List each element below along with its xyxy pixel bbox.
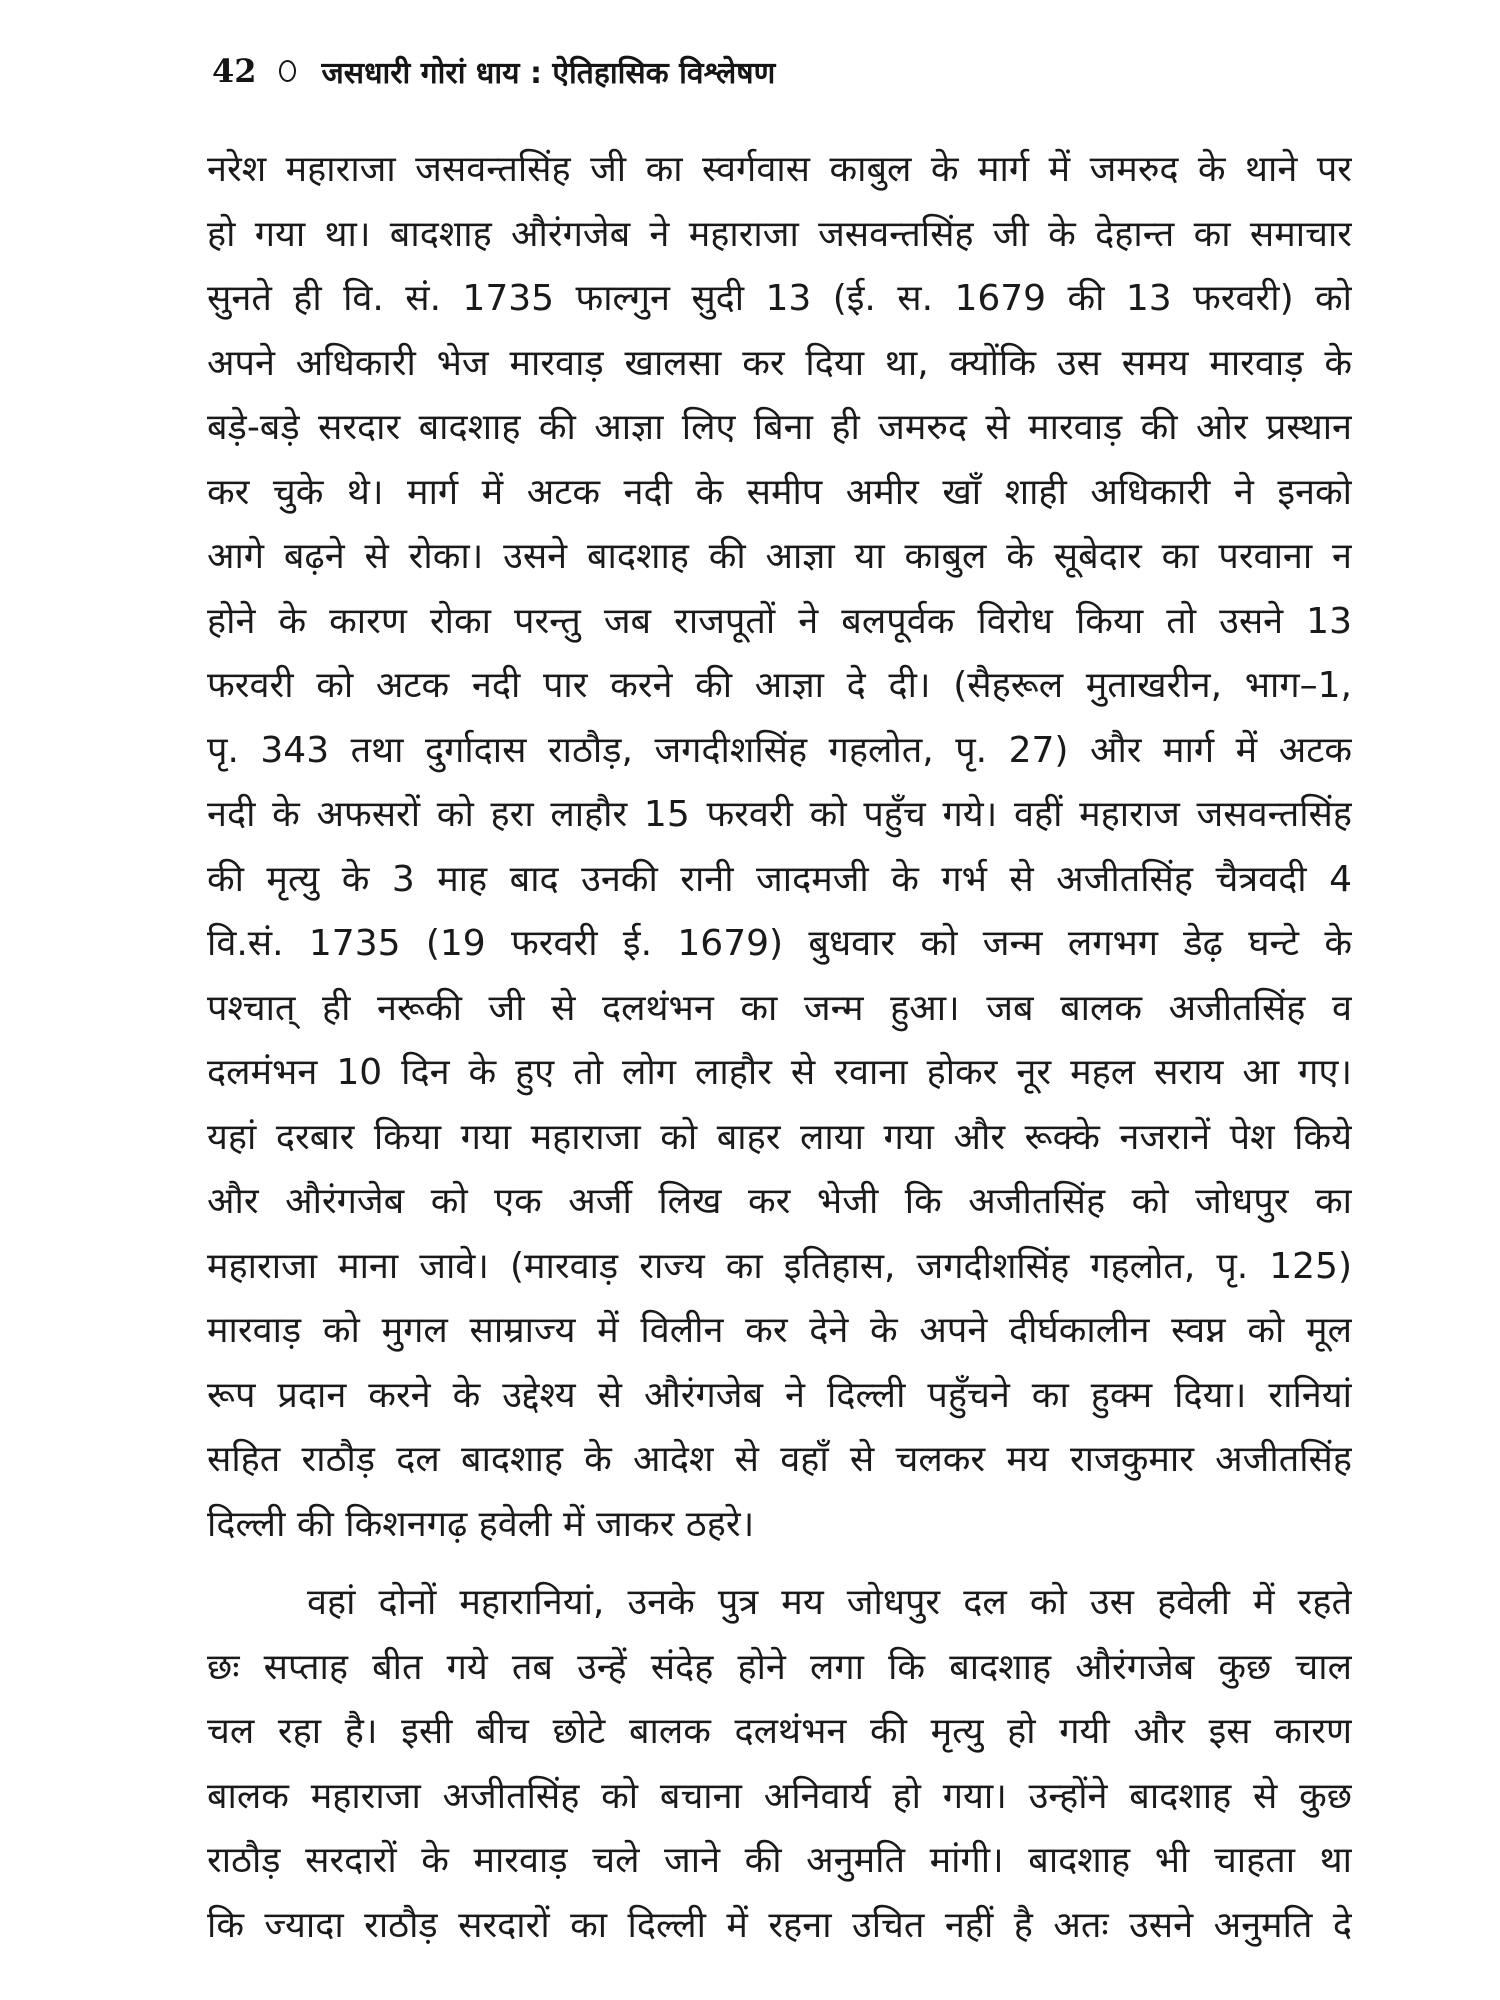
text-line: बालक महाराजा अजीतसिंह को बचाना अनिवार्य हो गया। उन्होंने बादशाह से कुछ bbox=[207, 1775, 1352, 1817]
text-line: बड़े-बड़े सरदार बादशाह की आज्ञा लिए बिना ही जमरुद से मारवाड़ की ओर प्रस्थान bbox=[207, 407, 1352, 448]
text-line: छः सप्ताह बीत गये तब उन्हें संदेह होने लगा कि बादशाह औरंगजेब कुछ चाल bbox=[207, 1646, 1352, 1688]
text-line: दिल्ली की किशनगढ़ हवेली में जाकर ठहरे। bbox=[207, 1503, 755, 1545]
text-line: मारवाड़ को मुगल साम्राज्य में विलीन कर देने के अपने दीर्घकालीन स्वप्न को मूल bbox=[207, 1310, 1352, 1351]
text-line: नदी के अफसरों को हरा लाहौर 15 फरवरी को पहुँच गये। वहीं महाराज जसवन्तसिंह bbox=[207, 794, 1352, 835]
text-line: महाराजा माना जावे। (मारवाड़ राज्य का इतिहास, जगदीशसिंह गहलोत, पृ. 125) bbox=[207, 1245, 1352, 1287]
text-line: कर चुके थे। मार्ग में अटक नदी के समीप अमीर खाँ शाही अधिकारी ने इनको bbox=[207, 471, 1352, 513]
text-line: यहां दरबार किया गया महाराजा को बाहर लाया गया और रूक्के नजरानें पेश किये bbox=[207, 1116, 1352, 1158]
text-line: पश्चात् ही नरूकी जी से दलथंभन का जन्म हुआ। जब बालक अजीतसिंह व bbox=[207, 987, 1352, 1029]
circle-separator-icon bbox=[279, 60, 296, 82]
text-line: दलमंभन 10 दिन के हुए तो लोग लाहौर से रवाना होकर नूर महल सराय आ गए। bbox=[207, 1052, 1352, 1093]
body-text bbox=[207, 138, 1352, 1958]
paragraph-2 bbox=[207, 1571, 1352, 1958]
text-line: आगे बढ़ने से रोका। उसने बादशाह की आज्ञा या काबुल के सूबेदार का परवाना न bbox=[207, 536, 1352, 577]
text-line: राठौड़ सरदारों के मारवाड़ चले जाने की अनुमति मांगी। बादशाह भी चाहता था bbox=[207, 1840, 1352, 1881]
text-line: पृ. 343 तथा दुर्गादास राठौड़, जगदीशसिंह गहलोत, पृ. 27) और मार्ग में अटक bbox=[207, 729, 1352, 771]
text-line: अपने अधिकारी भेज मारवाड़ खालसा कर दिया था, क्योंकि उस समय मारवाड़ के bbox=[207, 342, 1352, 384]
text-line: हो गया था। बादशाह औरंगजेब ने महाराजा जसवन्तसिंह जी के देहान्त का समाचार bbox=[207, 213, 1352, 255]
text-line: नरेश महाराजा जसवन्तसिंह जी का स्वर्गवास काबुल के मार्ग में जमरुद के थाने पर bbox=[207, 149, 1352, 190]
text-line: चल रहा है। इसी बीच छोटे बालक दलथंभन की मृत्यु हो गयी और इस कारण bbox=[207, 1711, 1352, 1752]
text-line: फरवरी को अटक नदी पार करने की आज्ञा दे दी। (सैहरूल मुताखरीन, भाग–1, bbox=[207, 665, 1352, 706]
text-line: की मृत्यु के 3 माह बाद उनकी रानी जादमजी के गर्भ से अजीतसिंह चैत्रवदी 4 bbox=[207, 858, 1352, 900]
page-number: 42 bbox=[212, 52, 257, 90]
paragraph-1 bbox=[207, 138, 1352, 1557]
text-line: और औरंगजेब को एक अर्जी लिख कर भेजी कि अजीतसिंह को जोधपुर का bbox=[207, 1181, 1352, 1222]
text-line: सुनते ही वि. सं. 1735 फाल्गुन सुदी 13 (ई. स. 1679 की 13 फरवरी) को bbox=[207, 278, 1352, 319]
text-line: कि ज्यादा राठौड़ सरदारों का दिल्ली में रहना उचित नहीं है अतः उसने अनुमति दे bbox=[207, 1904, 1352, 1946]
text-line: वि.सं. 1735 (19 फरवरी ई. 1679) बुधवार को जन्म लगभग डेढ़ घन्टे के bbox=[207, 923, 1352, 964]
running-header bbox=[212, 46, 1312, 96]
text-line: रूप प्रदान करने के उद्देश्य से औरंगजेब ने दिल्ली पहुँचने का हुक्म दिया। रानियां bbox=[207, 1374, 1352, 1416]
book-title: जसधारी गोरां धाय : ऐतिहासिक विश्लेषण bbox=[321, 55, 776, 91]
text-line: वहां दोनों महारानियां, उनके पुत्र मय जोधपुर दल को उस हवेली में रहते bbox=[307, 1582, 1352, 1623]
paragraph-spacer bbox=[207, 1557, 1352, 1571]
text-line: होने के कारण रोका परन्तु जब राजपूतों ने बलपूर्वक विरोध किया तो उसने 13 bbox=[207, 600, 1352, 642]
text-line: सहित राठौड़ दल बादशाह के आदेश से वहाँ से चलकर मय राजकुमार अजीतसिंह bbox=[207, 1439, 1352, 1480]
